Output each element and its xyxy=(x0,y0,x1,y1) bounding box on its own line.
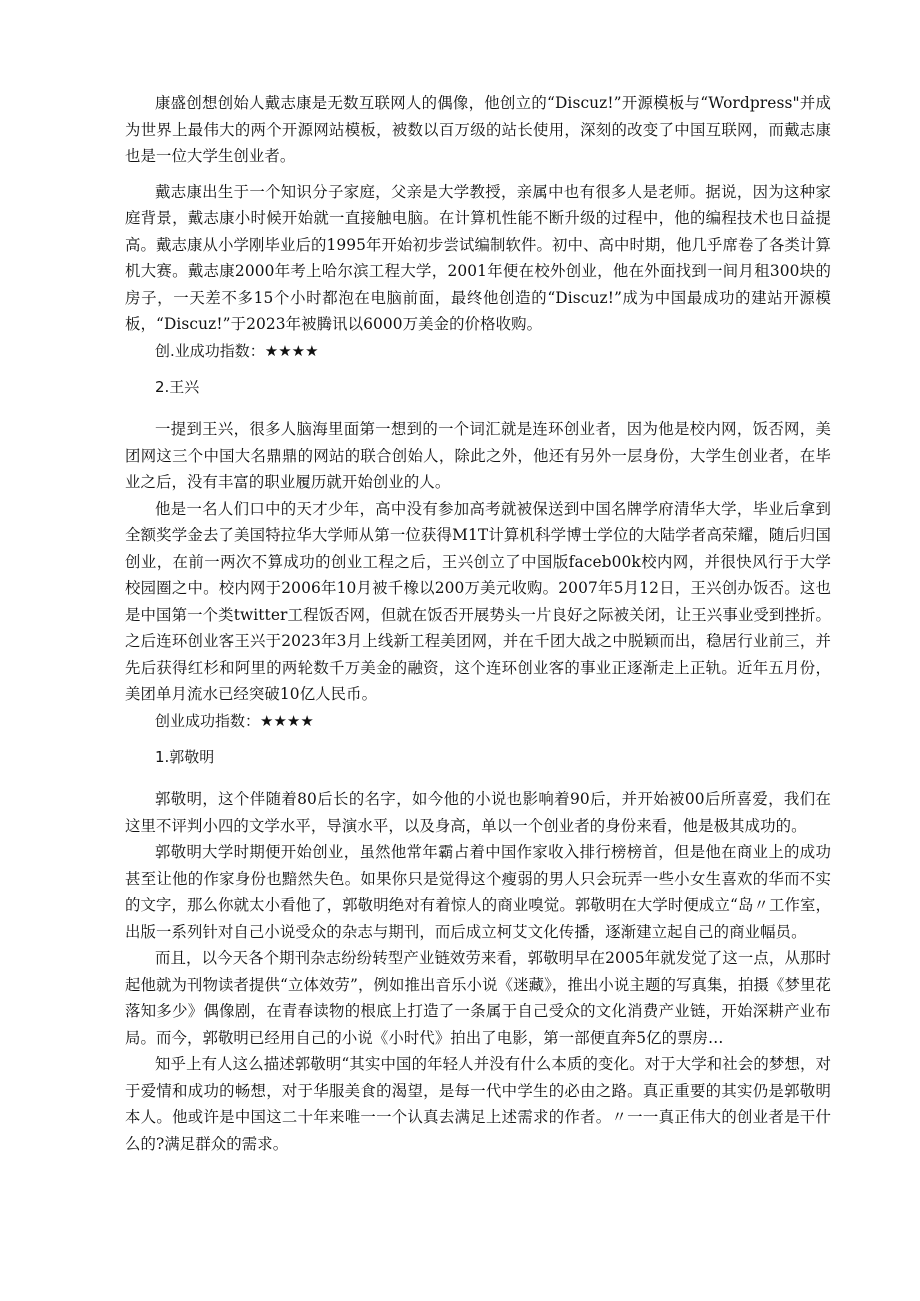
paragraph-wangxing-career: 他是一名人们口中的天才少年，高中没有参加高考就被保送到中国名牌学府清华大学，毕业后拿到全额奖学金去了美国特拉华大学师从第一位获得M1T计算机科学博士学位的大陆学者高荣耀，随后归国创业，在前一两次不算成功的创业工程之后，王兴创立了中国版faceb00k校内网，并很快风行于大学校园圈之中。校内网于2006年10月被千橡以200万美元收购。2007年5月12日，王兴创办饭否。这也是中国第一个类twitter工程饭否网，但就在饭否开展势头一片良好之际被关闭，让王兴事业受到挫折。之后连环创业客王兴于2023年3月上线新工程美团网，并在千团大战之中脱颖而出，稳居行业前三，并先后获得红杉和阿里的两轮数千万美金的融资，这个连环创业客的事业正逐渐走上正轨。近年五月份，美团单月流水已经突破10亿人民币。 xyxy=(125,499,831,703)
paragraph-guojingming-zhihu: 知乎上有人这么描述郭敬明“其实中国的年轻人并没有什么本质的变化。对于大学和社会的梦想，对于爱情和成功的畅想，对于华服美食的渴望，是每一代中学生的必由之路。真正重要的其实仍是郭敬明本人。他或许是中国这二十年来唯一一个认真去满足上述需求的作者。〃一一真正伟大的创业者是干什么的?满足群众的需求。 xyxy=(125,1055,831,1153)
heading-wangxing: 2.王兴 xyxy=(155,378,200,396)
paragraph-guojingming-industry: 而且，以今天各个期刊杂志纷纷转型产业链效劳来看，郭敬明早在2005年就发觉了这一点，从那时起他就为刊物读者提供“立体效劳”，例如推出音乐小说《迷藏》，推出小说主题的写真集，拍摄《梦里花落知多少》偶像剧，在青春读物的根底上打造了一条属于自己受众的文化消费产业链，开始深耕产业布局。而今，郭敬明已经用自己的小说《小时代》拍出了电影，第一部便直奔5亿的票房… xyxy=(125,949,831,1047)
article-body xyxy=(125,90,831,1157)
paragraph-guojingming-intro: 郭敬明，这个伴随着80后长的名字，如今他的小说也影响着90后，并开始被00后所喜爱，我们在这里不评判小四的文学水平，导演水平，以及身高，单以一个创业者的身份来看，他是极其成功的。 xyxy=(125,790,831,835)
heading-guojingming: 1.郭敬明 xyxy=(155,748,215,766)
rating-wangxing: 创业成功指数：★★★★ xyxy=(155,711,314,730)
rating-daizhikang: 创.业成功指数：★★★★ xyxy=(155,341,319,360)
paragraph-daizhikang-background: 戴志康出生于一个知识分子家庭，父亲是大学教授，亲属中也有很多人是老师。据说，因为这种家庭背景，戴志康小时候开始就一直接触电脑。在计算机性能不断升级的过程中，他的编程技术也日益提高。戴志康从小学刚毕业后的1995年开始初步尝试编制软件。初中、高中时期，他几乎席卷了各类计算机大赛。戴志康2000年考上哈尔滨工程大学，2001年便在校外创业，他在外面找到一间月租300块的房子，一天差不多15个小时都泡在电脑前面，最终他创造的“Discuz!”成为中国最成功的建站开源模板，“Discuz!”于2023年被腾讯以6000万美金的价格收购。 xyxy=(125,182,831,333)
paragraph-wangxing-intro: 一提到王兴，很多人脑海里面第一想到的一个词汇就是连环创业者，因为他是校内网，饭否网，美团网这三个中国大名鼎鼎的网站的联合创始人，除此之外，他还有另外一层身份，大学生创业者，在毕业之后，没有丰富的职业履历就开始创业的人。 xyxy=(125,420,831,491)
paragraph-guojingming-business: 郭敬明大学时期便开始创业，虽然他常年霸占着中国作家收入排行榜榜首，但是他在商业上的成功甚至让他的作家身份也黯然失色。如果你只是觉得这个瘦弱的男人只会玩弄一些小女生喜欢的华而不实的文字，那么你就太小看他了，郭敬明绝对有着惊人的商业嗅觉。郭敬明在大学时便成立“岛〃工作室，出版一系列针对自己小说受众的杂志与期刊，而后成立柯艾文化传播，逐渐建立起自己的商业幅员。 xyxy=(125,843,831,941)
paragraph-daizhikang-intro: 康盛创想创始人戴志康是无数互联网人的偶像，他创立的“Discuz!”开源模板与“Wordpress"并成为世界上最伟大的两个开源网站模板，被数以百万级的站长使用，深刻的改变了中国互联网，而戴志康也是一位大学生创业者。 xyxy=(125,94,831,165)
